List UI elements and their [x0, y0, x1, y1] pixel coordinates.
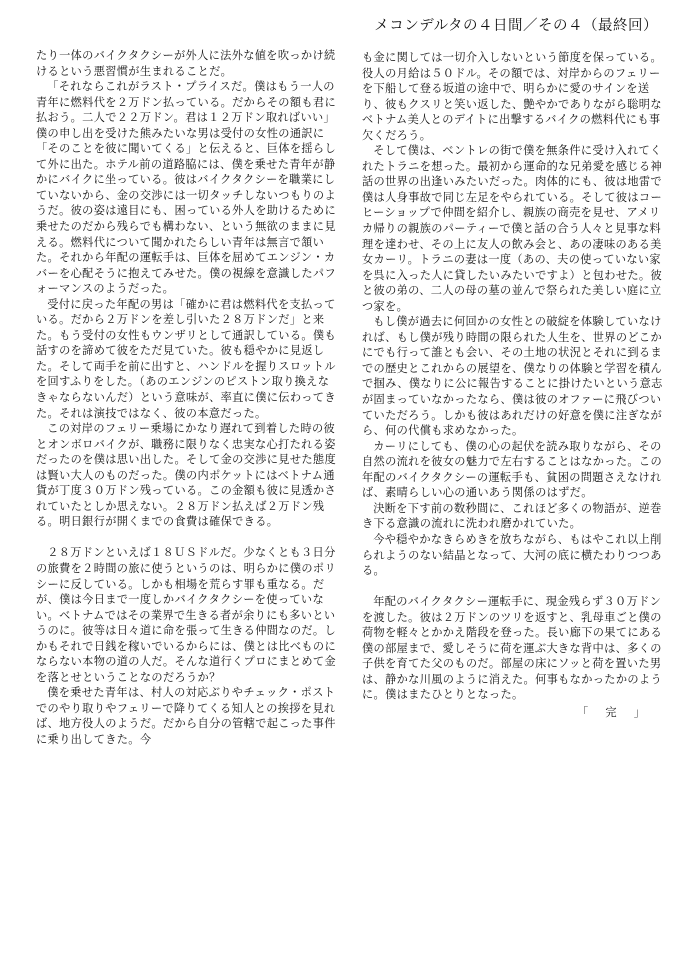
- end-mark: 「 完 」: [577, 705, 648, 719]
- paragraph: 「それならこれがラスト・プライスだ。僕はもう一人の青年に燃料代を２万ドン払っている。だからその額も君に払おう。二人で２２万ドン。君は１２万ドン取ればいい」僕の申し出を受けた熊みたいな男は受付の女性の通訳に「そのことを彼に聞いてくる」と伝えると、巨体を揺らして外に出た。ホテル前の道路脇には、僕を乗せた青年が静かにバイクに坐っている。彼はバイクタクシーを職業にしていないから、金の交渉には一切タッチしないつもりのようだ。彼の姿は遠目にも、困っている外人を助けるために乗せたのだから残らでも構わない、という無欲のままに見える。燃料代について聞かれたらしい青年は無言で頷いた。それから年配の運転手は、巨体を屈めてエンジン・カバーを心配そうに抱えてみせた。僕の視線を意識したパフォーマンスのようだった。: [36, 80, 336, 296]
- paragraph: たり一体のバイクタクシーが外人に法外な値を吹っかけ続けるという悪習慣が生まれることだ。: [36, 49, 336, 78]
- paragraph: この対岸のフェリー乗場にかなり遅れて到着した時の彼とオンボロバイクが、職務に限りなく忠実な心打たれる姿だったのを僕は思い出した。そして金の交渉に見せた態度は賢い大人のものだった。僕の内ポケットにはベトナム通貨が丁度３０万ドン残っている。この金額も彼に見透かされていたとしか思えない。２８万ドン払えば２万ドン残る。明日銀行が開くまでの食費は確保できる。: [36, 422, 336, 529]
- paragraph: 受付に戻った年配の男は「確かに君は燃料代を支払っている。だから２万ドンを差し引いた２８万ドンだ」と来た。もう受付の女性もウンザリとして通訳している。僕も話すのを諦めて彼をただ見ていた。彼も穏やかに見返した。そして両手を前に出すと、ハンドルを握りスロットルを回すふりをした。（あのエンジンのピストン取り換えなきゃならないんだ）という意味が、率直に僕に伝わってきた。それは演技ではなく、彼の本意だった。: [36, 297, 336, 420]
- paragraph: 今や穏やかなきらめきを放ちながら、もはやこれ以上削られようのない結晶となって、大河の底に横たわりつつある。: [362, 532, 662, 578]
- paragraph: も金に関しては一切介入しないという節度を保っている。役人の月給は５０ドル。その額では、対岸からのフェリーを下船して登る坂道の途中で、明らかに愛のサインを送り、彼もクスリと笑い返した、艶やかでありながら聡明なベトナム美人とのデイトに出撃するバイクの燃料代にも事欠くだろう。: [362, 51, 662, 142]
- right-text-column: [362, 50, 664, 720]
- left-text-column: [36, 48, 338, 748]
- paragraph: ２８万ドンといえば１８ＵＳドルだ。少なくとも３日分の旅費を２時間の旅に使うというのは、明らかに僕のポリシーに反している。しかも相場を荒らす罪も重なる。だが、僕は今日まで一度しかバイクタクシーを使っていない。ベトナムではその業界で生きる者が余りにも多いというのに。彼等は日々道に命を張って生きる仲間なのだ。しかもそれで日銭を稼いでいるからには、僕とは比べものにならない本物の道の人だ。そんな道行くプロにまとめて金を落とせということなのだろうか？: [36, 546, 336, 684]
- paragraph: カーリにしても、僕の心の起伏を読み取りながら、その自然の流れを彼女の魅力で左右することはなかった。この年配のバイクタクシーの運転手も、貧困の問題さえなければ、素晴らしい心の通いあう関係のはずだ。: [362, 439, 662, 500]
- paragraph: もし僕が過去に何回かの女性との破綻を体験していなければ、もし僕が残り時間の限られた人生を、世界のどこかにでも行って誰とも会い、その土地の状況とそれに到るまでの歴史とこれからの展望を、僕なりの体験と学習を積んで掴み、僕なりに公に報告することに掛けたいという意志が固まっていなかったなら、僕は彼のオファーに飛びついていただろう。しかも彼はあれだけの好意を僕に注ぎながら、何の代償も求めなかった。: [362, 315, 663, 438]
- page-header-title: メコンデルタの４日間／その４（最終回）: [374, 18, 658, 34]
- paragraph: 年配のバイクタクシー運転手に、現金残らず３０万ドンを渡した。彼は２万ドンのツリを返すと、乳母車ごと僕の荷物を軽々とかかえ階段を登った。長い廊下の果てにある僕の部屋まで、愛しそうに荷を運ぶ大きな背中は、多くの子供を育てた父のものだ。部屋の床にソッと荷を置いた男は、静かな川風のように消えた。何事もなかったかのように。僕はまたひとりとなった。: [362, 595, 662, 702]
- paragraph: そして僕は、ベントレの街で僕を無条件に受け入れてくれたトラニを想った。最初から運命的な兄弟愛を感じる神話の世界の出逢いみたいだった。肉体的にも、彼は地雷で僕は人身事故で同じ左足をやられている。そして彼はコーヒーショップで仲間を紹介し、親族の商売を見せ、アメリカ帰りの親族のパーティーで僕と話の合う人々と見事な料理を達わせ、その上に友人の飲み会と、あの凄味のある美女カーリ。トラニの妻は一度（あの、夫の使っていない家を呉に入った人に貸したいみたいですよ）と包わせた。彼と彼の弟の、二人の母の墓の並んで祭られた美しい庭に立つ家を。: [362, 144, 662, 313]
- paragraph: 僕を乗せた青年は、村人の対応ぶりやチェック・ポストでのやり取りやフェリーで降りてくる知人との挨拶を見れば、地方役人のようだ。だから自分の管轄で起こった事件に乗り出してきた。今: [36, 686, 336, 747]
- paragraph: 決断を下す前の数秒間に、これほど多くの物語が、逆巻き下る意識の流れに洗われ磨かれていた。: [362, 501, 662, 531]
